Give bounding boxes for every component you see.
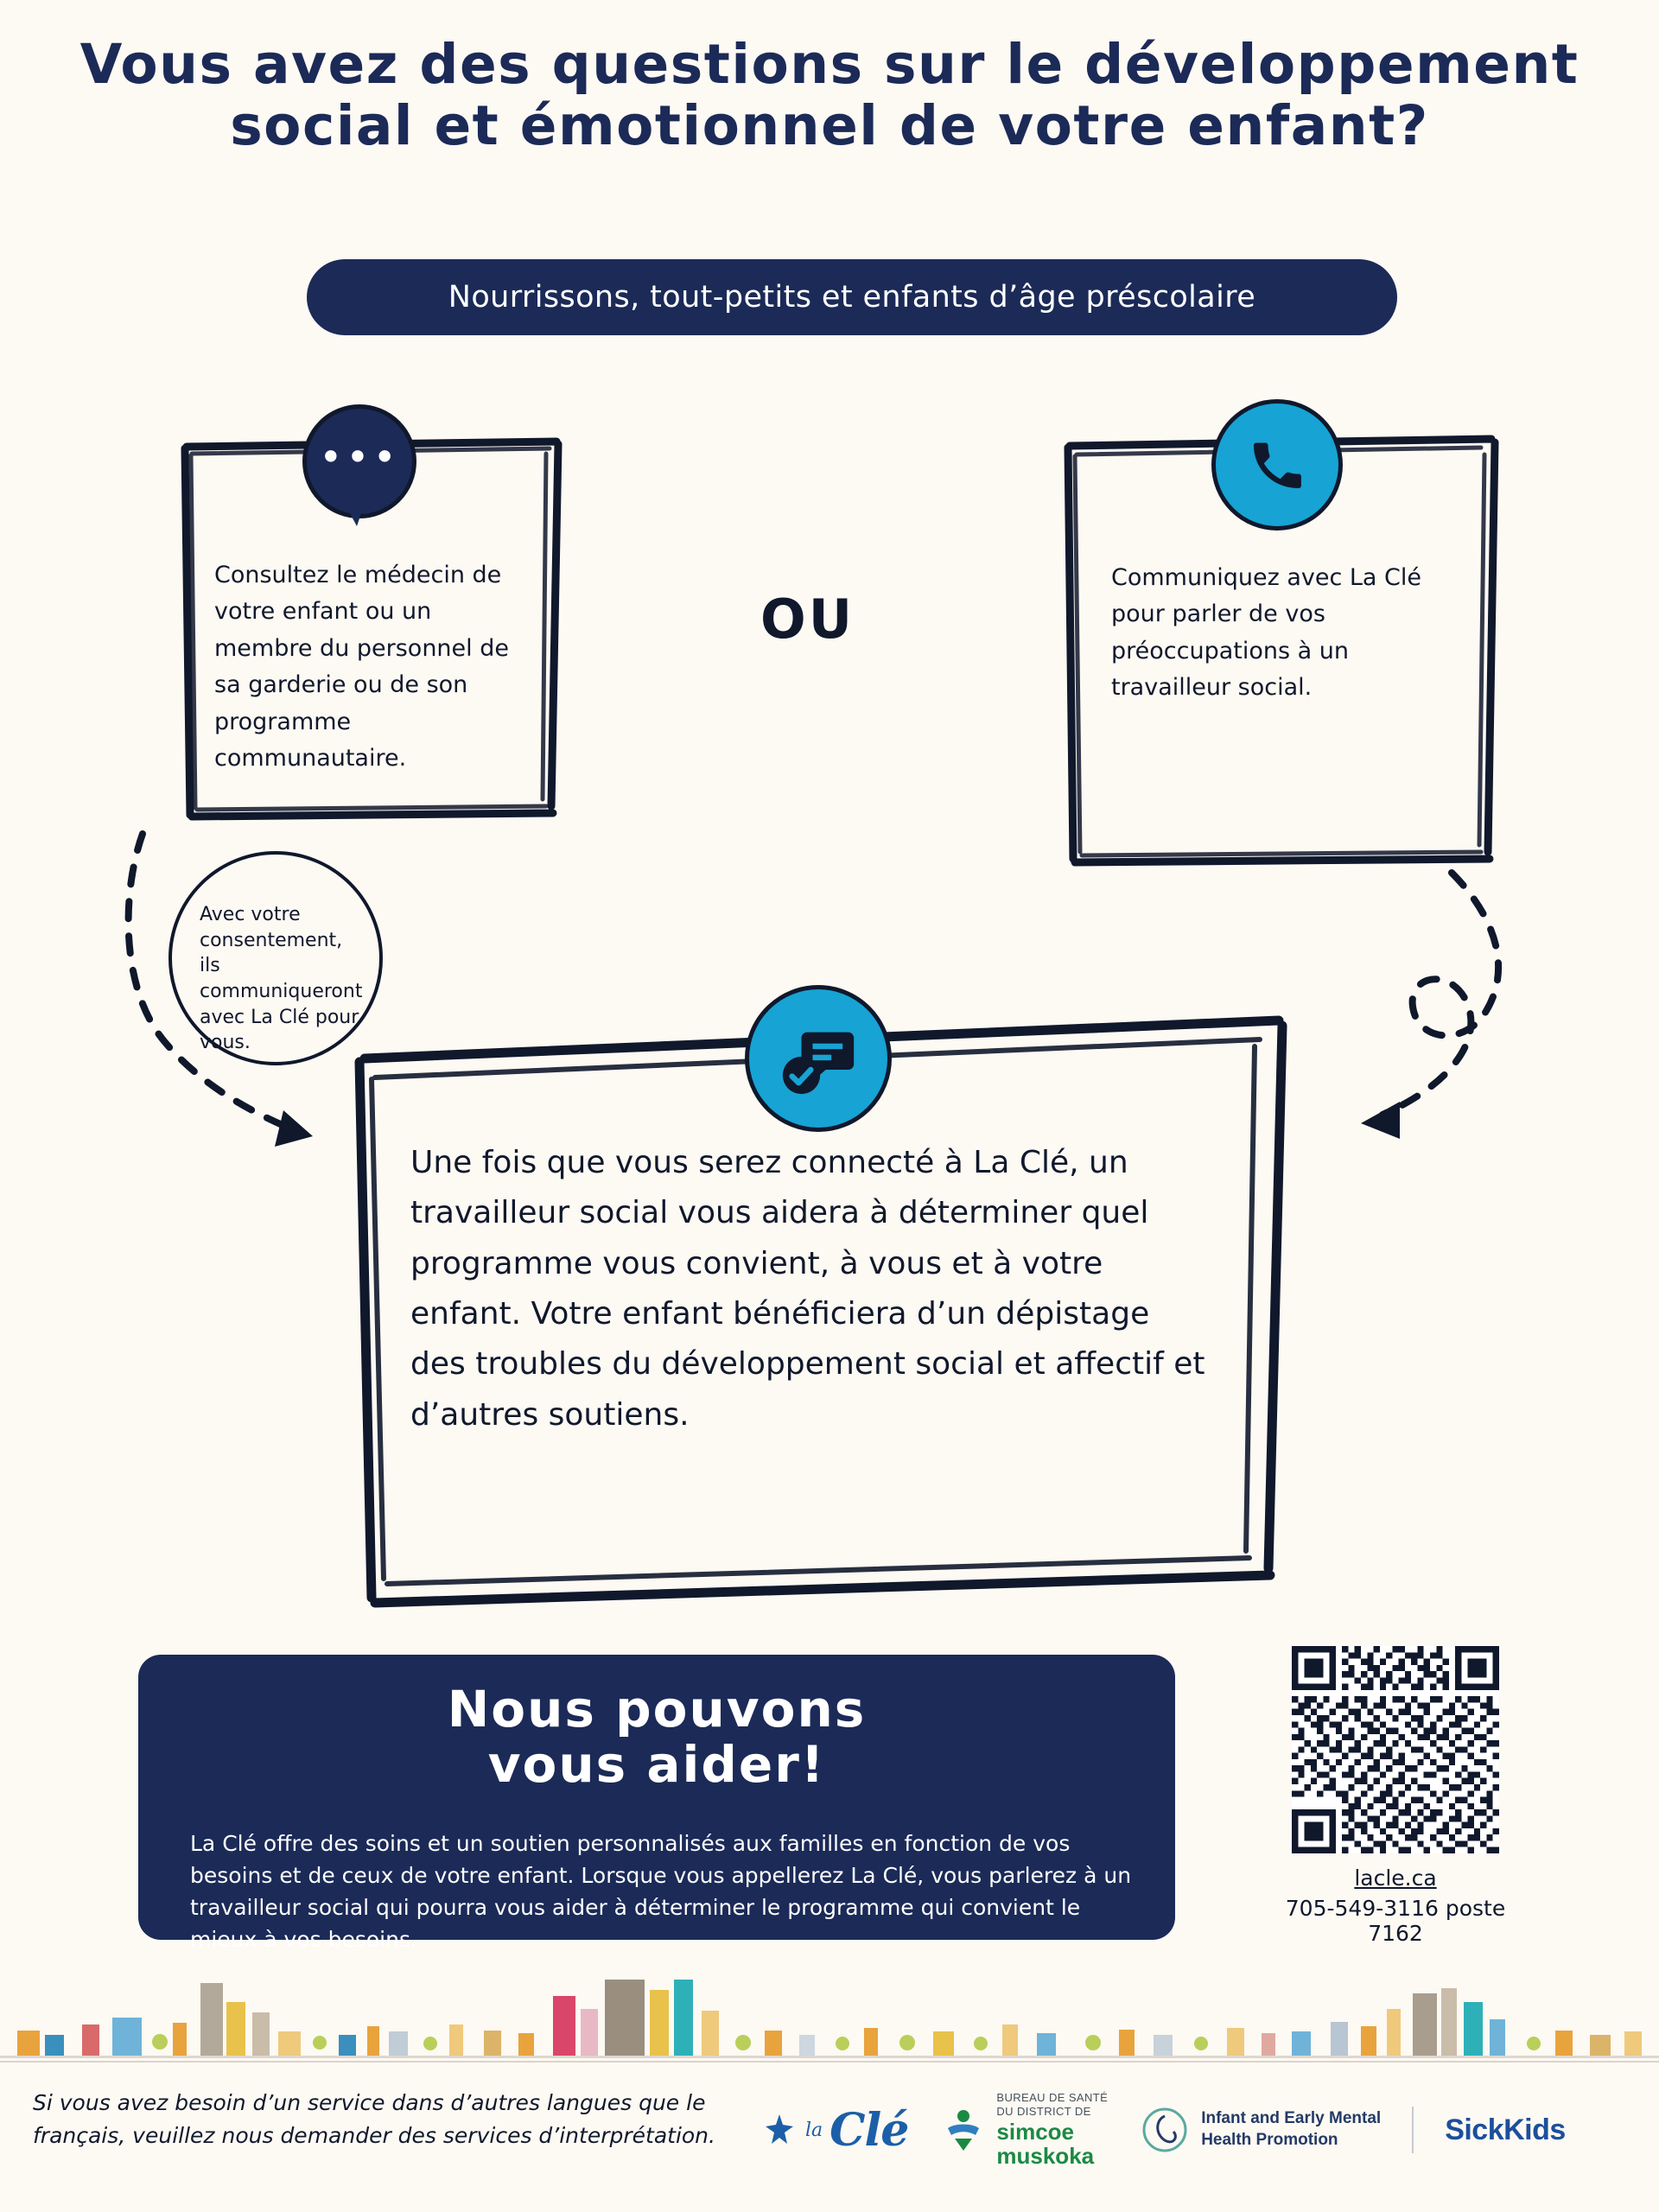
help-headline-line1: Nous pouvons bbox=[447, 1680, 867, 1738]
option-left-text: Consultez le médecin de votre enfant ou un membre du personnel de sa garderie ou de son programme communautaire. bbox=[214, 562, 509, 772]
simcoe-line1: BUREAU DE SANTÉ bbox=[996, 2091, 1109, 2105]
footer-note: Si vous avez besoin d’un service dans d’autres langues que le français, veuillez nous demander des services d’interprétation. bbox=[33, 2090, 715, 2148]
help-headline-line2: vous aider! bbox=[487, 1734, 826, 1794]
logo-la-cle bbox=[760, 2104, 908, 2157]
logo-la-text: la bbox=[805, 2119, 823, 2141]
logo-cle-text: Clé bbox=[830, 2103, 909, 2157]
main-message-text: Une fois que vous serez connecté à La Clé, un travailleur social vous aidera à déterminer quel programme vous convient, à vous et à votre enfant. Votre enfant bénéficiera d’un dépistage des troubles du développement social et affectif et d’autres soutiens. bbox=[410, 1145, 1205, 1433]
simcoe-person-icon bbox=[939, 2106, 988, 2154]
iemhp-line1: Infant and Early Mental bbox=[1201, 2109, 1382, 2128]
chat-tail bbox=[343, 500, 365, 526]
skyline-decoration bbox=[0, 1948, 1659, 2061]
consent-note-text: Avec votre consentement, ils communiqueront avec La Clé pour vous. bbox=[200, 904, 363, 1054]
subtitle-text: Nourrissons, tout-petits et enfants d’âge préscolaire bbox=[448, 280, 1256, 315]
arrow-right-to-main bbox=[1279, 864, 1564, 1184]
iemhp-line2: Health Promotion bbox=[1201, 2131, 1338, 2149]
connector-label: OU bbox=[760, 588, 855, 651]
chat-bubble-icon: ••• bbox=[302, 404, 416, 518]
iemhp-swirl-icon bbox=[1139, 2104, 1191, 2156]
la-cle-star-icon bbox=[760, 2111, 798, 2149]
page-title: Vous avez des questions sur le développement social et émotionnel de votre enfant? bbox=[79, 33, 1580, 157]
subtitle-pill bbox=[307, 259, 1397, 335]
footer-logos bbox=[760, 2078, 1624, 2182]
phone-number: 705-549-3116 poste 7162 bbox=[1285, 1896, 1506, 1946]
phone-glyph bbox=[1246, 434, 1308, 496]
message-check-glyph bbox=[773, 1014, 863, 1103]
logo-sickkids: SickKids bbox=[1445, 2113, 1566, 2146]
message-check-icon bbox=[745, 985, 892, 1132]
simcoe-big1: simcoe bbox=[996, 2118, 1074, 2145]
qr-block bbox=[1266, 1646, 1525, 1946]
help-panel-body: La Clé offre des soins et un soutien personnalisés aux familles en fonction de vos besoins et de ceux de votre enfant. Lorsque vous appellerez La Clé, vous parlerez à un travailleur social qui pourra vous aider à déterminer le programme qui convient le mieux à vos besoins. bbox=[190, 1831, 1132, 1952]
help-panel-headline bbox=[138, 1655, 1175, 1793]
simcoe-line2: DU DISTRICT DE bbox=[996, 2105, 1091, 2119]
simcoe-big2: muskoka bbox=[996, 2143, 1095, 2170]
logo-iemhp bbox=[1139, 2104, 1381, 2156]
option-right-text: Communiquez avec La Clé pour parler de vos préoccupations à un travailleur social. bbox=[1111, 564, 1422, 702]
website-link[interactable]: lacle.ca bbox=[1354, 1866, 1437, 1891]
logo-simcoe-muskoka bbox=[939, 2091, 1108, 2169]
consent-note-bubble bbox=[168, 851, 383, 1065]
help-panel bbox=[138, 1655, 1175, 1952]
qr-code-icon[interactable] bbox=[1292, 1646, 1499, 1853]
phone-icon bbox=[1211, 399, 1343, 531]
footer-divider bbox=[0, 2061, 1659, 2063]
logo-divider bbox=[1412, 2107, 1414, 2153]
